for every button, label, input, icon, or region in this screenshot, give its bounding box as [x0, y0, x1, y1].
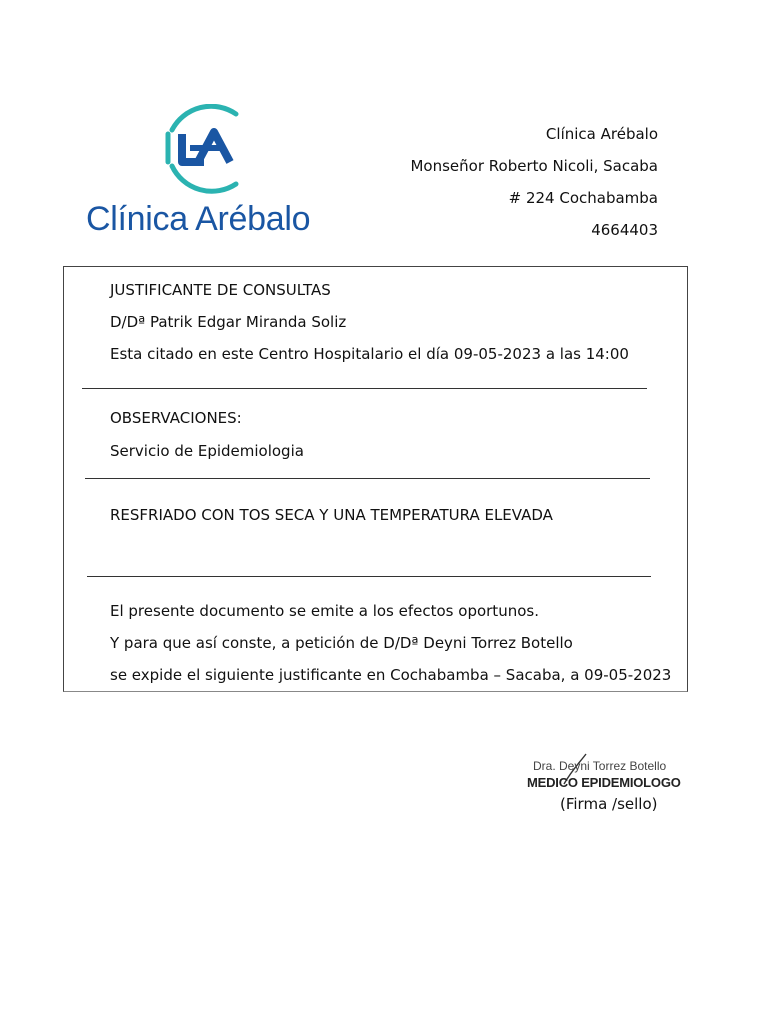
signature-label: (Firma /sello): [560, 795, 658, 813]
clinic-logo: [82, 104, 342, 244]
closing-line-3: se expide el siguiente justificante en Cochabamba – Sacaba, a 09-05-2023: [110, 666, 672, 684]
clinic-logo-icon: [164, 104, 260, 194]
service-text: Servicio de Epidemiologia: [110, 442, 304, 460]
divider: [85, 478, 650, 479]
clinic-city: # 224 Cochabamba: [508, 189, 658, 207]
diagnosis-text: RESFRIADO CON TOS SECA Y UNA TEMPERATURA ELEVADA: [110, 506, 553, 524]
clinic-phone: 4664403: [591, 221, 658, 239]
signature-name: Dra. Deyni Torrez Botello: [533, 759, 667, 773]
clinic-street: Monseñor Roberto Nicoli, Sacaba: [410, 157, 658, 175]
divider: [82, 388, 647, 389]
observations-label: OBSERVACIONES:: [110, 409, 242, 427]
clinic-logo-text: Clínica Arébalo: [86, 200, 311, 238]
patient-name: D/Dª Patrik Edgar Miranda Soliz: [110, 313, 347, 331]
closing-line-1: El presente documento se emite a los efectos oportunos.: [110, 602, 539, 620]
clinic-name: Clínica Arébalo: [545, 125, 658, 143]
appointment-text: Esta citado en este Centro Hospitalario el día 09-05-2023 a las 14:00: [110, 345, 629, 363]
signature-title: MEDICO EPIDEMIOLOGO: [527, 775, 681, 790]
document-title: JUSTIFICANTE DE CONSULTAS: [110, 281, 331, 299]
clinic-info: [410, 118, 658, 246]
divider: [87, 576, 651, 577]
closing-line-2: Y para que así conste, a petición de D/Dª Deyni Torrez Botello: [110, 634, 573, 652]
